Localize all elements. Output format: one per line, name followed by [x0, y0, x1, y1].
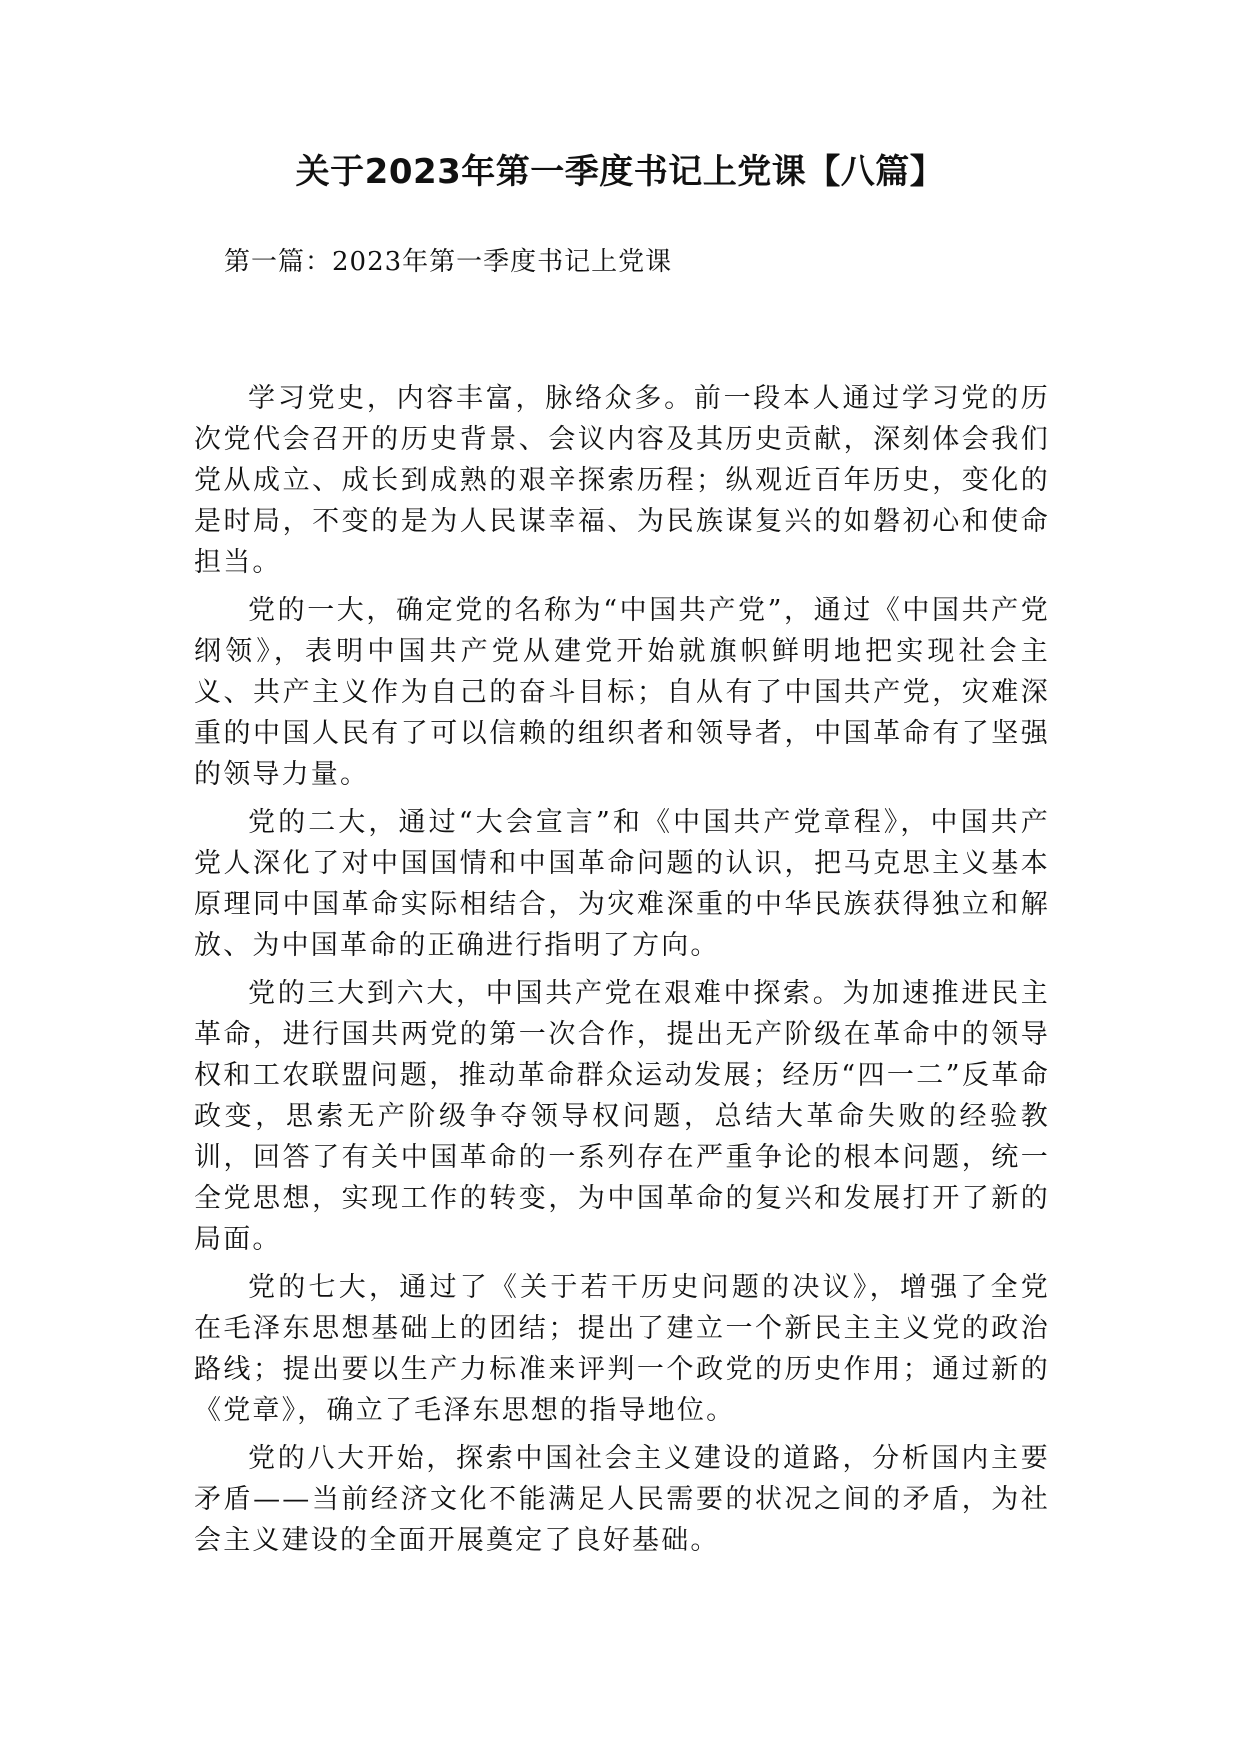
paragraph: 党的二大，通过“大会宣言”和《中国共产党章程》，中国共产党人深化了对中国国情和中国革命问题的认识，把马克思主义基本原理同中国革命实际相结合，为灾难深重的中华民族获得独立和解放、为中国革命的正确进行指明了方向。: [194, 807, 1050, 961]
paragraph: 党的一大，确定党的名称为“中国共产党”，通过《中国共产党纲领》，表明中国共产党从建党开始就旗帜鲜明地把实现社会主义、共产主义作为自己的奋斗目标；自从有了中国共产党，灾难深重的中国人民有了可以信赖的组织者和领导者，中国革命有了坚强的领导力量。: [194, 595, 1050, 790]
paragraph: 党的八大开始，探索中国社会主义建设的道路，分析国内主要矛盾——当前经济文化不能满足人民需要的状况之间的矛盾，为社会主义建设的全面开展奠定了良好基础。: [194, 1443, 1050, 1556]
document-title: 关于2023年第一季度书记上党课【八篇】: [295, 152, 945, 192]
document-body: [194, 378, 1050, 1568]
paragraph: 党的七大，通过了《关于若干历史问题的决议》，增强了全党在毛泽东思想基础上的团结；提出了建立一个新民主主义党的政治路线；提出要以生产力标准来评判一个政党的历史作用；通过新的《党章》，确立了毛泽东思想的指导地位。: [194, 1272, 1050, 1426]
section-heading: 第一篇：2023年第一季度书记上党课: [224, 247, 673, 277]
paragraph: 党的三大到六大，中国共产党在艰难中探索。为加速推进民主革命，进行国共两党的第一次合作，提出无产阶级在革命中的领导权和工农联盟问题，推动革命群众运动发展；经历“四一二”反革命政变，思索无产阶级争夺领导权问题，总结大革命失败的经验教训，回答了有关中国革命的一系列存在严重争论的根本问题，统一全党思想，实现工作的转变，为中国革命的复兴和发展打开了新的局面。: [194, 978, 1050, 1255]
paragraph: 学习党史，内容丰富，脉络众多。前一段本人通过学习党的历次党代会召开的历史背景、会议内容及其历史贡献，深刻体会我们党从成立、成长到成熟的艰辛探索历程；纵观近百年历史，变化的是时局，不变的是为人民谋幸福、为民族谋复兴的如磐初心和使命担当。: [194, 383, 1050, 578]
